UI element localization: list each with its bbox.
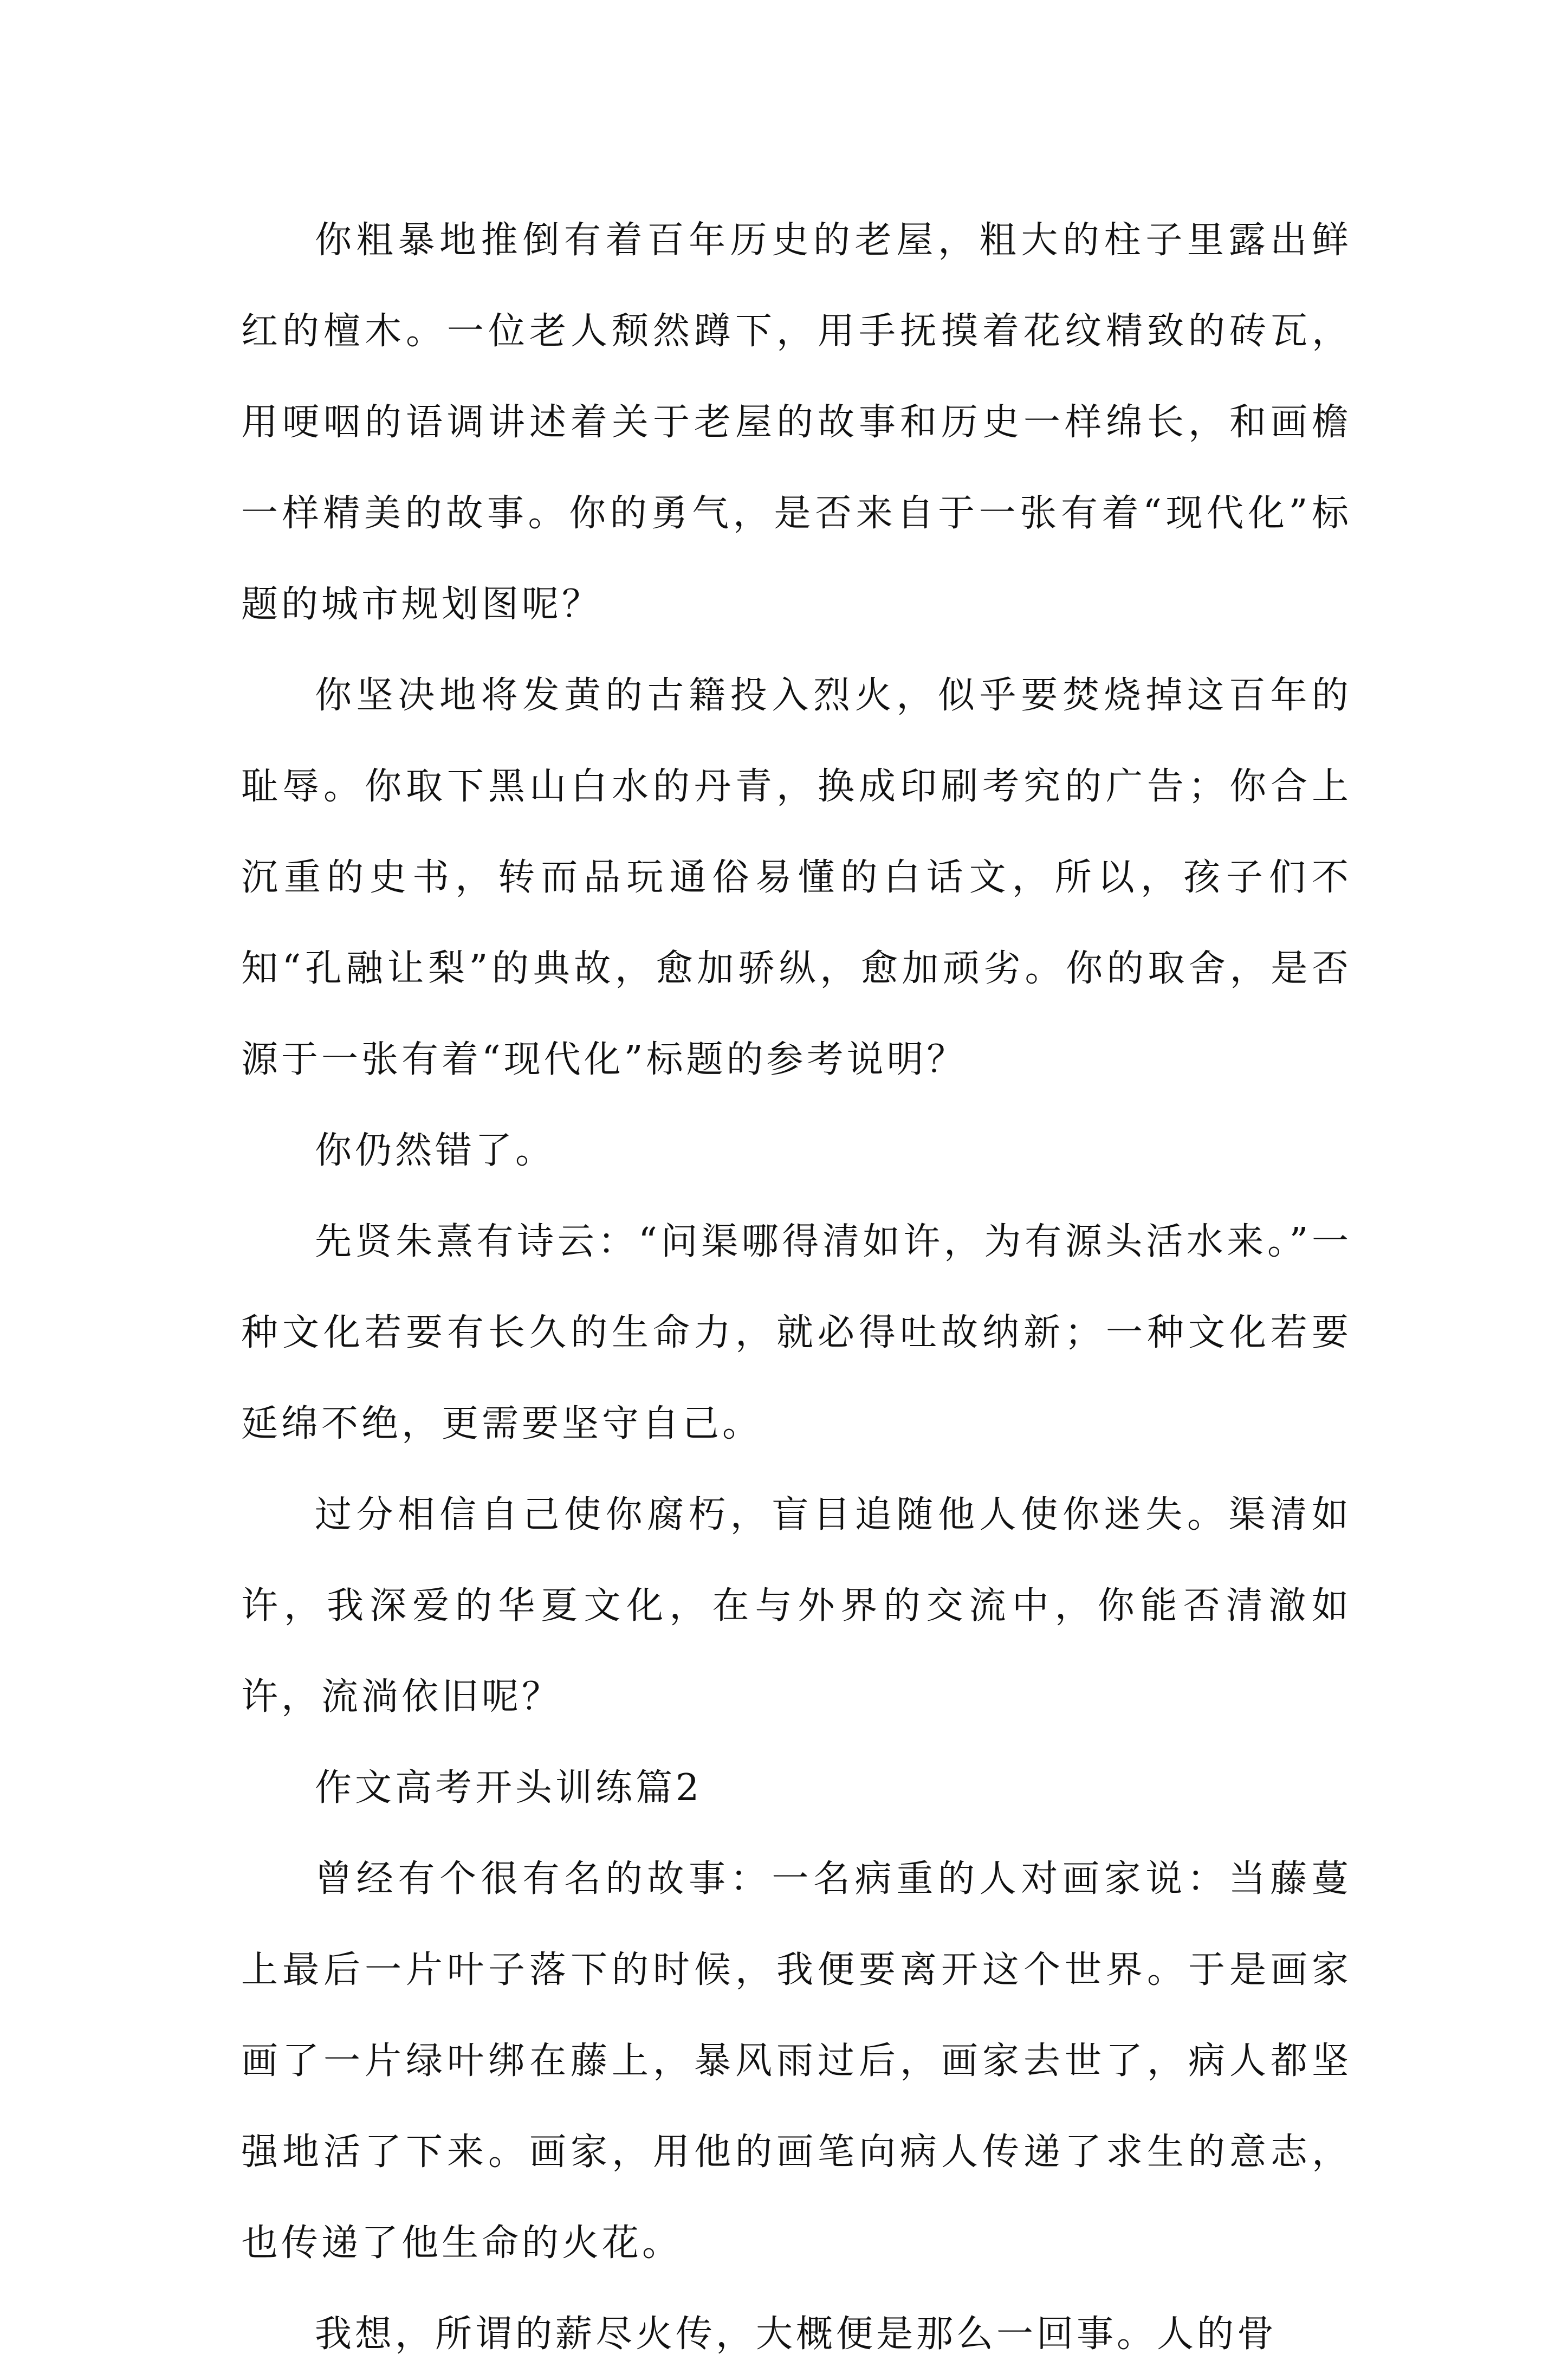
paragraph-still-wrong: 你仍然错了。 — [315, 1129, 556, 1172]
paragraph-old-house: 你粗暴地推倒有着百年历史的老屋，粗大的柱子里露出鲜红的檀木。一位老人颓然蹲下，用手抚摸着花纹精致的砖瓦，用哽咽的语调讲述着关于老屋的故事和历史一样绵长，和画檐一样精美的故事。你的勇气，是否来自于一张有着“现代化”标题的城市规划图呢？ — [241, 219, 1352, 626]
paragraph-torch-passed: 我想，所谓的薪尽火传，大概便是那么一回事。人的骨 — [315, 2313, 1278, 2356]
paragraph-zhu-xi-poem: 先贤朱熹有诗云：“问渠哪得清如许，为有源头活水来。”一种文化若要有长久的生命力，就必得吐故纳新；一种文化若要延绵不绝，更需要坚守自己。 — [241, 1220, 1352, 1445]
paragraph-clear-channel: 过分相信自己使你腐朽，盲目追随他人使你迷失。渠清如许，我深爱的华夏文化，在与外界的交流中，你能否清澈如许，流淌依旧呢？ — [241, 1493, 1352, 1718]
paragraph-ancient-books: 你坚决地将发黄的古籍投入烈火，似乎要焚烧掉这百年的耻辱。你取下黑山白水的丹青，换成印刷考究的广告；你合上沉重的史书，转而品玩通俗易懂的白话文，所以，孩子们不知“孔融让梨”的典故，愈加骄纵，愈加顽劣。你的取舍，是否源于一张有着“现代化”标题的参考说明？ — [241, 674, 1352, 1081]
paragraph-painter-story: 曾经有个很有名的故事：一名病重的人对画家说：当藤蔓上最后一片叶子落下的时候，我便要离开这个世界。于是画家画了一片绿叶绑在藤上，暴风雨过后，画家去世了，病人都坚强地活了下来。画家，用他的画笔向病人传递了求生的意志，也传递了他生命的火花。 — [241, 1858, 1352, 2265]
document-body — [241, 195, 1352, 2380]
section-heading-part-2: 作文高考开头训练篇2 — [315, 1767, 703, 1809]
